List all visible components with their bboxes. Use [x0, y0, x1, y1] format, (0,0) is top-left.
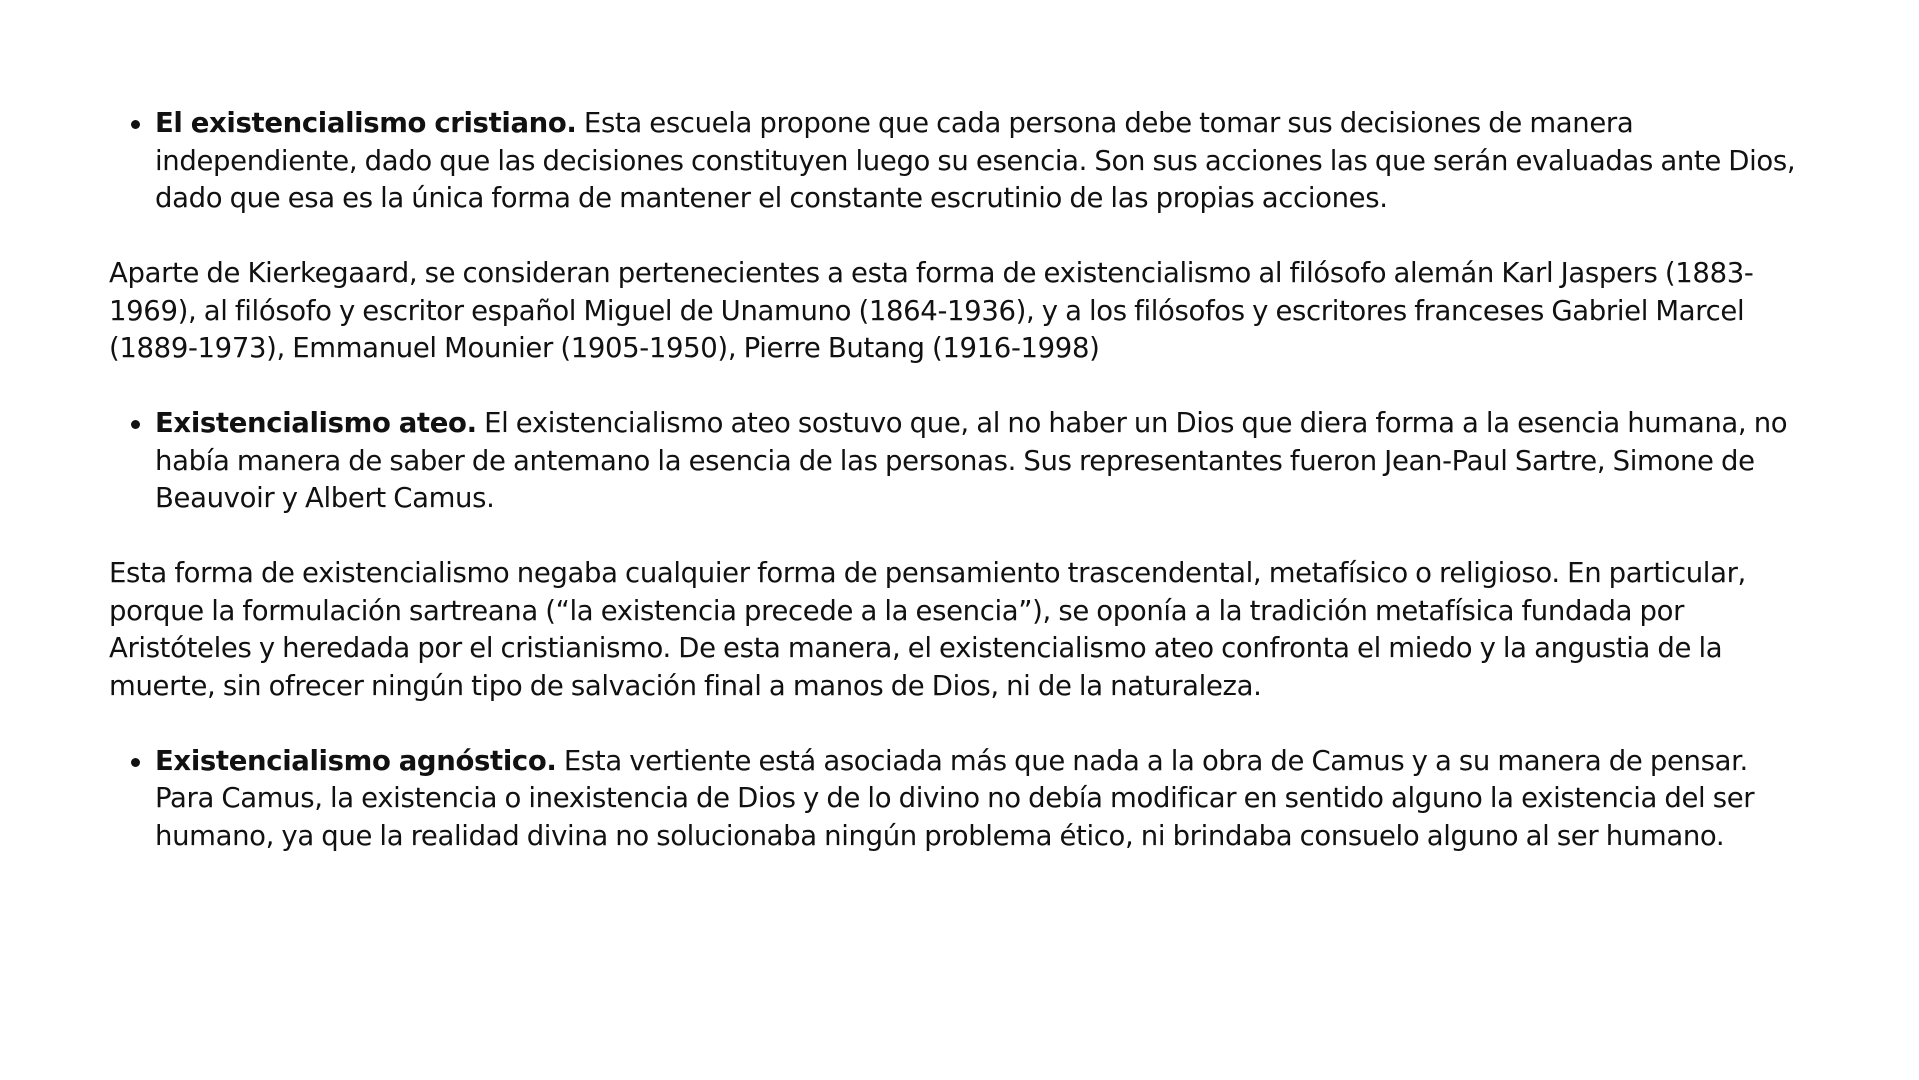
bullet-term: Existencialismo agnóstico. [155, 744, 557, 777]
bullet-list-christian [109, 105, 1799, 218]
bullet-dot-icon [131, 120, 140, 129]
paragraph-gap [109, 518, 1799, 556]
bullet-item-agnostic-existentialism [109, 743, 1799, 856]
bullet-text: Esta vertiente está asociada más que nada a la obra de Camus y a su manera de pensar. Para Camus, la existencia o inexistencia de Dios y de lo divino no debía modificar en sentido alguno la existencia del ser humano, ya que la realidad divina no solucionaba ningún problema ético, ni brindaba consuelo alguno al ser humano. [155, 744, 1755, 852]
paragraph-atheist-description: Esta forma de existencialismo negaba cualquier forma de pensamiento trascendental, metafísico o religioso. En particular, porque la formulación sartreana (“la existencia precede a la esencia”), se oponía a la tradición metafísica fundada por Aristóteles y heredada por el cristianismo. De esta manera, el existencialismo ateo confronta el miedo y la angustia de la muerte, sin ofrecer ningún tipo de salvación final a manos de Dios, ni de la naturaleza. [109, 557, 1746, 702]
bullet-text: El existencialismo ateo sostuvo que, al no haber un Dios que diera forma a la esencia humana, no había manera de saber de antemano la esencia de las personas. Sus representantes fueron Jean-Paul Sartre, Simone de Beauvoir y Albert Camus. [155, 407, 1788, 514]
bullet-term: Existencialismo ateo. [155, 407, 477, 439]
bullet-item-christian-existentialism [109, 105, 1799, 218]
bullet-text: Esta escuela propone que cada persona debe tomar sus decisiones de manera independiente, dado que las decisiones constituyen luego su esencia. Son sus acciones las que serán evaluadas ante Dios, dado que esa es la única forma de mantener el constante escrutinio de las propias acciones. [155, 107, 1796, 214]
paragraph-gap [109, 705, 1799, 743]
bullet-dot-icon [131, 420, 140, 429]
paragraph-gap [109, 218, 1799, 256]
bullet-list-agnostic [109, 743, 1799, 856]
paragraph-gap [109, 368, 1799, 406]
paragraph-christian-philosophers: Aparte de Kierkegaard, se consideran pertenecientes a esta forma de existencialismo al filósofo alemán Karl Jaspers (1883-1969), al filósofo y escritor español Miguel de Unamuno (1864-1936), y a los filósofos y escritores franceses Gabriel Marcel (1889-1973), Emmanuel Mounier (1905-1950), Pierre Butang (1916-1998) [109, 257, 1754, 364]
bullet-term: El existencialismo cristiano. [155, 107, 577, 139]
document-body [109, 105, 1799, 855]
bullet-item-atheist-existentialism [109, 405, 1799, 518]
bullet-list-atheist [109, 405, 1799, 518]
bullet-dot-icon [131, 758, 140, 767]
